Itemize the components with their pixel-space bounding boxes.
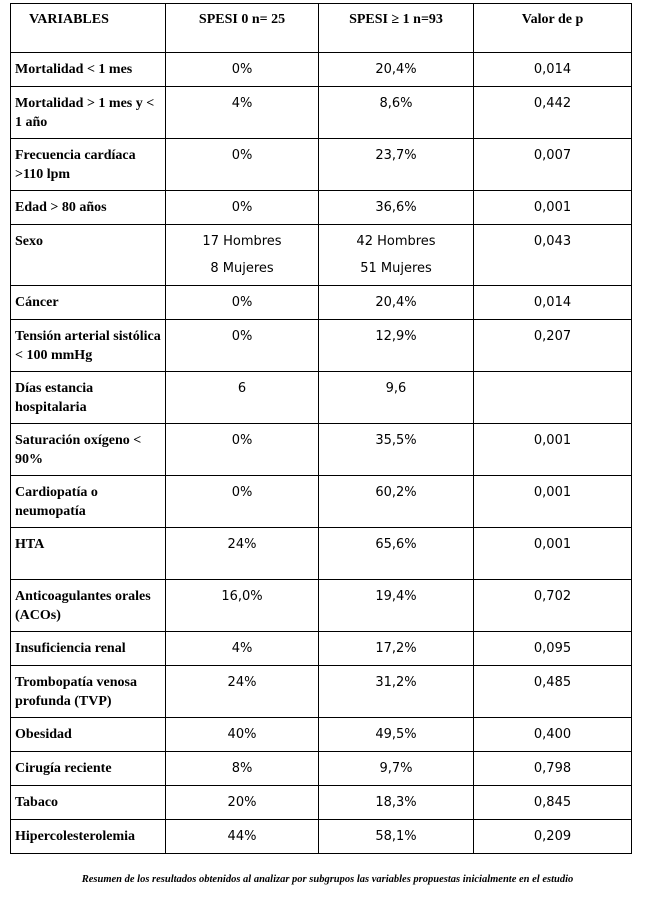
p-value-cell: 0,485 [474, 666, 632, 718]
spesi-0-cell [166, 528, 319, 580]
p-value-cell: 0,043 [474, 225, 632, 286]
cell-value: 40% [227, 727, 257, 742]
cell-value: 19,4% [375, 589, 417, 604]
variable-cell: Obesidad [11, 718, 166, 752]
p-value-cell: 0,207 [474, 320, 632, 372]
variable-cell: Cáncer [11, 286, 166, 320]
table-row [11, 139, 632, 191]
cell-value: 9,7% [379, 761, 413, 776]
spesi-1-cell [319, 191, 474, 225]
spesi-0-cell [166, 286, 319, 320]
cell-value: 58,1% [375, 829, 417, 844]
cell-value: 0% [231, 295, 253, 310]
spesi-0-cell [166, 786, 319, 820]
table-row [11, 286, 632, 320]
spesi-1-cell [319, 372, 474, 424]
spesi-0-cell [166, 752, 319, 786]
table-row [11, 718, 632, 752]
table-row [11, 191, 632, 225]
spesi-1-cell [319, 580, 474, 632]
cell-value: 0% [231, 485, 253, 500]
table-row [11, 752, 632, 786]
p-value-cell: 0,014 [474, 53, 632, 87]
cell-value: 65,6% [375, 537, 417, 552]
cell-value: 16,0% [221, 589, 263, 604]
variable-cell: Frecuencia cardíaca >110 lpm [11, 139, 166, 191]
p-value-cell: 0,014 [474, 286, 632, 320]
table-row [11, 632, 632, 666]
cell-value: 20,4% [375, 295, 417, 310]
cell-value: 0% [231, 148, 253, 163]
cell-value: 51 Mujeres [360, 261, 432, 276]
p-value-cell: 0,845 [474, 786, 632, 820]
p-value-cell [474, 372, 632, 424]
variable-cell: Tensión arterial sistólica < 100 mmHg [11, 320, 166, 372]
cell-value: 6 [237, 381, 247, 396]
spesi-1-cell [319, 718, 474, 752]
spesi-0-cell [166, 225, 319, 286]
spesi-1-cell [319, 820, 474, 854]
variable-cell: Anticoagulantes orales (ACOs) [11, 580, 166, 632]
cell-value: 49,5% [375, 727, 417, 742]
cell-value: 31,2% [375, 675, 417, 690]
cell-value: 36,6% [375, 200, 417, 215]
variable-cell: Edad > 80 años [11, 191, 166, 225]
cell-value: 8 Mujeres [210, 261, 274, 276]
p-value-cell: 0,702 [474, 580, 632, 632]
cell-value: 0% [231, 62, 253, 77]
spesi-1-cell [319, 286, 474, 320]
variable-cell: Hipercolesterolemia [11, 820, 166, 854]
p-value-cell: 0,001 [474, 424, 632, 476]
spesi-0-cell [166, 372, 319, 424]
spesi-0-cell [166, 424, 319, 476]
spesi-1-cell [319, 632, 474, 666]
cell-value: 42 Hombres [356, 234, 436, 249]
header-spesi-1: SPESI ≥ 1 n=93 [319, 4, 474, 53]
table-row [11, 225, 632, 286]
cell-value: 0% [231, 200, 253, 215]
p-value-cell: 0,001 [474, 476, 632, 528]
table-header-row [11, 4, 632, 53]
cell-value: 4% [231, 96, 253, 111]
variable-cell: Días estancia hospitalaria [11, 372, 166, 424]
spesi-0-cell [166, 53, 319, 87]
header-variables: VARIABLES [11, 4, 166, 53]
variable-cell: Tabaco [11, 786, 166, 820]
cell-value: 9,6 [385, 381, 407, 396]
header-p-value: Valor de p [474, 4, 632, 53]
table-row [11, 820, 632, 854]
cell-value: 17 Hombres [202, 234, 282, 249]
spesi-0-cell [166, 320, 319, 372]
variable-cell: Trombopatía venosa profunda (TVP) [11, 666, 166, 718]
spesi-0-cell [166, 666, 319, 718]
table-row [11, 372, 632, 424]
cell-value: 0% [231, 329, 253, 344]
variable-cell: Insuficiencia renal [11, 632, 166, 666]
table-row [11, 786, 632, 820]
spesi-1-cell [319, 476, 474, 528]
variable-cell: Cardiopatía o neumopatía [11, 476, 166, 528]
cell-value: 60,2% [375, 485, 417, 500]
cell-value: 44% [227, 829, 257, 844]
results-table [10, 3, 632, 854]
table-row [11, 580, 632, 632]
variable-cell: HTA [11, 528, 166, 580]
cell-value: 17,2% [375, 641, 417, 656]
spesi-1-cell [319, 139, 474, 191]
spesi-1-cell [319, 666, 474, 718]
p-value-cell: 0,798 [474, 752, 632, 786]
spesi-1-cell [319, 320, 474, 372]
table-row [11, 528, 632, 580]
table-caption: Resumen de los resultados obtenidos al analizar por subgrupos las variables propuestas inicialmente en el estudio [81, 874, 574, 885]
p-value-cell: 0,095 [474, 632, 632, 666]
spesi-0-cell [166, 632, 319, 666]
spesi-0-cell [166, 139, 319, 191]
cell-value: 12,9% [375, 329, 417, 344]
p-value-cell: 0,007 [474, 139, 632, 191]
spesi-1-cell [319, 225, 474, 286]
spesi-0-cell [166, 718, 319, 752]
cell-value: 24% [227, 675, 257, 690]
table-row [11, 87, 632, 139]
table-row [11, 666, 632, 718]
table-row [11, 320, 632, 372]
spesi-0-cell [166, 87, 319, 139]
cell-value: 4% [231, 641, 253, 656]
variable-cell: Mortalidad > 1 mes y < 1 año [11, 87, 166, 139]
header-spesi-0: SPESI 0 n= 25 [166, 4, 319, 53]
p-value-cell: 0,442 [474, 87, 632, 139]
p-value-cell: 0,209 [474, 820, 632, 854]
variable-cell: Cirugía reciente [11, 752, 166, 786]
cell-value: 35,5% [375, 433, 417, 448]
table-row [11, 424, 632, 476]
cell-value: 8,6% [379, 96, 413, 111]
spesi-0-cell [166, 820, 319, 854]
table-row [11, 53, 632, 87]
spesi-1-cell [319, 53, 474, 87]
p-value-cell: 0,001 [474, 191, 632, 225]
variable-cell: Saturación oxígeno < 90% [11, 424, 166, 476]
table-row [11, 476, 632, 528]
spesi-1-cell [319, 752, 474, 786]
spesi-0-cell [166, 191, 319, 225]
spesi-1-cell [319, 528, 474, 580]
p-value-cell: 0,001 [474, 528, 632, 580]
cell-value: 18,3% [375, 795, 417, 810]
spesi-0-cell [166, 476, 319, 528]
spesi-0-cell [166, 580, 319, 632]
cell-value: 20% [227, 795, 257, 810]
cell-value: 24% [227, 537, 257, 552]
variable-cell: Sexo [11, 225, 166, 286]
p-value-cell: 0,400 [474, 718, 632, 752]
cell-value: 20,4% [375, 62, 417, 77]
cell-value: 0% [231, 433, 253, 448]
variable-cell: Mortalidad < 1 mes [11, 53, 166, 87]
spesi-1-cell [319, 424, 474, 476]
cell-value: 8% [231, 761, 253, 776]
cell-value: 23,7% [375, 148, 417, 163]
spesi-1-cell [319, 786, 474, 820]
spesi-1-cell [319, 87, 474, 139]
